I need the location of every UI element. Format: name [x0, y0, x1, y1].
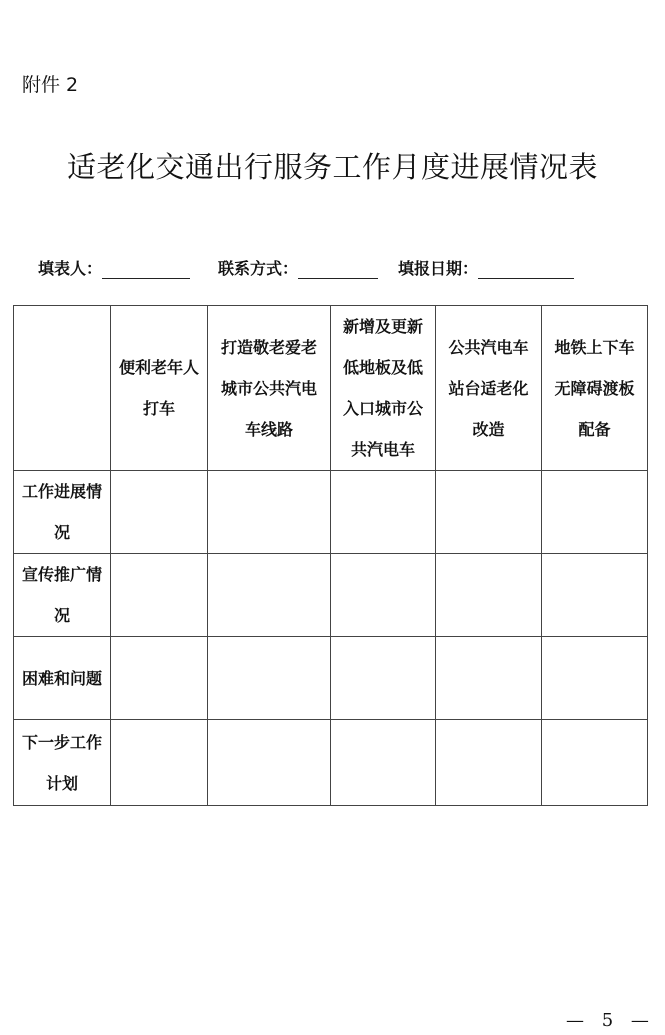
table-cell[interactable] — [542, 637, 648, 720]
table-cell[interactable] — [542, 554, 648, 637]
attachment-label: 附件 2 — [22, 74, 79, 96]
form-field-date[interactable] — [398, 256, 574, 279]
progress-table — [13, 305, 648, 806]
row-header: 宣传推广情况 — [14, 554, 111, 637]
table-cell[interactable] — [208, 554, 331, 637]
table-cell[interactable] — [436, 554, 542, 637]
table-cell[interactable] — [542, 720, 648, 806]
table-cell[interactable] — [331, 554, 436, 637]
column-header: 地铁上下车无障碍渡板配备 — [542, 306, 648, 471]
row-header: 工作进展情况 — [14, 471, 111, 554]
column-header: 便利老年人打车 — [111, 306, 208, 471]
page-number: — 5 — — [566, 1010, 655, 1031]
column-header: 打造敬老爱老城市公共汽电车线路 — [208, 306, 331, 471]
table-cell[interactable] — [208, 471, 331, 554]
form-field-line[interactable] — [102, 260, 190, 279]
table-header-row — [14, 306, 648, 471]
column-header: 新增及更新低地板及低入口城市公共汽电车 — [331, 306, 436, 471]
table-row — [14, 720, 648, 806]
table-cell[interactable] — [111, 554, 208, 637]
table-cell[interactable] — [331, 471, 436, 554]
table-cell[interactable] — [436, 471, 542, 554]
table-cell[interactable] — [111, 720, 208, 806]
row-header: 下一步工作计划 — [14, 720, 111, 806]
table-cell[interactable] — [208, 637, 331, 720]
table-cell[interactable] — [111, 471, 208, 554]
form-field-line[interactable] — [298, 260, 378, 279]
form-field-contact[interactable] — [218, 256, 378, 279]
table-cell[interactable] — [111, 637, 208, 720]
row-header: 困难和问题 — [14, 637, 111, 720]
table-row — [14, 471, 648, 554]
column-header: 公共汽电车站台适老化改造 — [436, 306, 542, 471]
table-cell[interactable] — [331, 637, 436, 720]
form-field-filler[interactable] — [38, 256, 190, 279]
form-field-label: 填报日期： — [398, 259, 479, 278]
page-title: 适老化交通出行服务工作月度进展情况表 — [66, 150, 598, 184]
table-cell[interactable] — [208, 720, 331, 806]
table-corner-cell — [14, 306, 111, 471]
table-row — [14, 554, 648, 637]
table-cell[interactable] — [436, 720, 542, 806]
table-cell[interactable] — [331, 720, 436, 806]
form-field-line[interactable] — [478, 260, 574, 279]
table-cell[interactable] — [436, 637, 542, 720]
form-field-label: 联系方式： — [218, 259, 299, 278]
table-row — [14, 637, 648, 720]
form-field-label: 填表人： — [38, 259, 103, 278]
table-cell[interactable] — [542, 471, 648, 554]
